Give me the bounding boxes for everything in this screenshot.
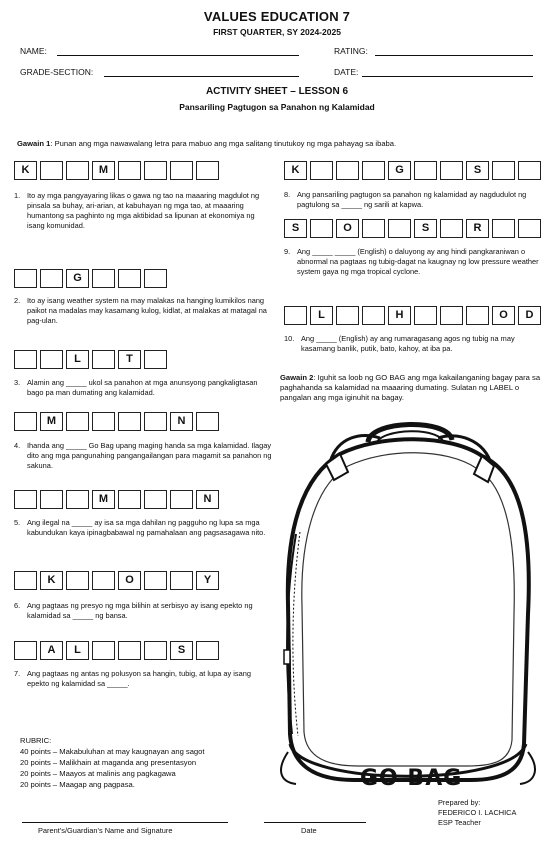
letter-box-filled: L <box>66 641 89 660</box>
lesson-subtitle: Pansariling Pagtugon sa Panahon ng Kalamidad <box>179 102 375 112</box>
letter-box-filled: L <box>310 306 333 325</box>
letter-box-empty[interactable] <box>170 571 193 590</box>
letter-box-empty[interactable] <box>440 306 463 325</box>
rubric-title: RUBRIC: <box>20 736 52 745</box>
letter-box-empty[interactable] <box>144 571 167 590</box>
letter-box-filled: R <box>466 219 489 238</box>
letter-box-empty[interactable] <box>118 412 141 431</box>
gawain1-text: : Punan ang mga nawawalang letra para mabuo ang mga salitang tinutukoy ng mga pahayag sa ibaba. <box>50 139 397 148</box>
letter-box-empty[interactable] <box>14 269 37 288</box>
letter-box-empty[interactable] <box>414 306 437 325</box>
question-number: 2. <box>14 296 21 305</box>
teacher-name: FEDERICO I. LACHICA <box>438 808 517 817</box>
name-line[interactable] <box>57 55 299 56</box>
question-text: Ang ilegal na _____ ay isa sa mga dahilan ng pagguho ng lupa sa mga kabundukan kaya ipinagbabawal ng pamahalaan ang pagsasagawa nito. <box>27 518 266 537</box>
letter-box-empty[interactable] <box>14 350 37 369</box>
backpack-illustration <box>270 414 545 804</box>
letter-box-empty[interactable] <box>92 641 115 660</box>
rating-label: RATING: <box>334 46 368 56</box>
letter-box-row <box>284 161 541 180</box>
question-number: 3. <box>14 378 21 387</box>
letter-box-row <box>14 161 219 180</box>
rubric-line: 20 points – Maayos at malinis ang pagkagawa <box>20 769 176 778</box>
question-item <box>14 296 272 326</box>
signature-date-line[interactable] <box>264 822 366 823</box>
letter-box-empty[interactable] <box>144 412 167 431</box>
letter-box-empty[interactable] <box>336 306 359 325</box>
teacher-role: ESP Teacher <box>438 818 481 827</box>
letter-box-row <box>284 306 541 325</box>
letter-box-empty[interactable] <box>310 219 333 238</box>
question-number: 8. <box>284 190 291 199</box>
letter-box-filled: S <box>284 219 307 238</box>
letter-box-empty[interactable] <box>144 490 167 509</box>
letter-box-empty[interactable] <box>14 412 37 431</box>
gawain1-instruction <box>17 139 542 149</box>
question-text: Ang pansariling pagtugon sa panahon ng kalamidad ay nagdudulot ng pagtulong sa _____ ng sarili at kapwa. <box>297 190 527 209</box>
letter-box-filled: M <box>92 161 115 180</box>
letter-box-empty[interactable] <box>144 161 167 180</box>
question-number: 1. <box>14 191 21 200</box>
question-text: Ang pagtaas ng antas ng polusyon sa hangin, tubig, at lupa ay isang epekto ng kalamidad sa _____. <box>27 669 251 688</box>
guardian-signature-line[interactable] <box>22 822 228 823</box>
question-item <box>14 518 272 538</box>
letter-box-empty[interactable] <box>440 161 463 180</box>
letter-box-filled: N <box>170 412 193 431</box>
question-text: Ang _____ (English) ay ang rumaragasang agos ng tubig na may kasamang banlik, putik, bato, kahoy, at iba pa. <box>301 334 515 353</box>
letter-box-filled: G <box>66 269 89 288</box>
letter-box-filled: Y <box>196 571 219 590</box>
letter-box-empty[interactable] <box>118 641 141 660</box>
letter-box-empty[interactable] <box>66 571 89 590</box>
question-number: 9. <box>284 247 291 256</box>
quarter-label: FIRST QUARTER, SY 2024-2025 <box>213 27 341 37</box>
question-item <box>14 378 272 398</box>
guardian-label: Parent’s/Guardian’s Name and Signature <box>38 826 173 835</box>
question-item <box>14 191 264 231</box>
question-item <box>284 247 542 277</box>
letter-box-empty[interactable] <box>284 306 307 325</box>
letter-box-empty[interactable] <box>170 161 193 180</box>
signature-date-label: Date <box>301 826 317 835</box>
question-number: 5. <box>14 518 21 527</box>
letter-box-filled: T <box>118 350 141 369</box>
letter-box-empty[interactable] <box>14 490 37 509</box>
question-item <box>14 441 272 471</box>
grade-section-label: GRADE-SECTION: <box>20 67 94 77</box>
question-number: 4. <box>14 441 21 450</box>
letter-box-empty[interactable] <box>66 412 89 431</box>
letter-box-empty[interactable] <box>518 161 541 180</box>
rubric-line: 40 points – Makabuluhan at may kaugnayan ang sagot <box>20 747 205 756</box>
letter-box-empty[interactable] <box>92 412 115 431</box>
rubric <box>20 735 205 790</box>
gawain2-label: Gawain 2 <box>280 373 314 382</box>
question-text: Alamin ang _____ ukol sa panahon at mga anunsyong pangkaligtasan bago pa man dumating ang kalamidad. <box>27 378 258 397</box>
letter-box-empty[interactable] <box>118 161 141 180</box>
letter-box-empty[interactable] <box>14 571 37 590</box>
question-number: 7. <box>14 669 21 678</box>
letter-box-empty[interactable] <box>388 219 411 238</box>
letter-box-row <box>14 571 219 590</box>
letter-box-empty[interactable] <box>492 219 515 238</box>
letter-box-row <box>284 219 541 238</box>
question-text: Ito ay mga pangyayaring likas o gawa ng tao na maaaring magdulot ng pinsala sa buhay, ari-arian, at kabuhayan ng mga tao, at maaaring humantong sa paghinto ng mga aktibidad sa lipunan at ekonomiya ng isang komunidad. <box>27 191 260 230</box>
letter-box-filled: O <box>118 571 141 590</box>
letter-box-empty[interactable] <box>466 306 489 325</box>
letter-box-empty[interactable] <box>118 490 141 509</box>
letter-box-empty[interactable] <box>362 161 385 180</box>
letter-box-filled: A <box>40 641 63 660</box>
letter-box-empty[interactable] <box>92 350 115 369</box>
letter-box-empty[interactable] <box>14 641 37 660</box>
name-label: NAME: <box>20 46 47 56</box>
letter-box-empty[interactable] <box>362 306 385 325</box>
letter-box-empty[interactable] <box>492 161 515 180</box>
question-text: Ito ay isang weather system na may malakas na hanging kumikilos nang paikot na madalas may kasamang kulog, kidlat, at malakas at matagal na pag-ulan. <box>27 296 267 325</box>
letter-box-row <box>14 350 167 369</box>
letter-box-filled: M <box>92 490 115 509</box>
letter-box-empty[interactable] <box>362 219 385 238</box>
letter-box-filled: O <box>336 219 359 238</box>
letter-box-empty[interactable] <box>144 641 167 660</box>
letter-box-empty[interactable] <box>336 161 359 180</box>
date-line[interactable] <box>362 76 533 77</box>
letter-box-empty[interactable] <box>414 161 437 180</box>
gawain2-text: : Iguhit sa loob ng GO BAG ang mga kakailanganing bagay para sa paghahanda sa kalamidad na maaaring dumating. Sulatan ng LABEL o pangalan ang mga iginuhit na bagay. <box>280 373 541 402</box>
date-label: DATE: <box>334 67 359 77</box>
letter-box-filled: K <box>40 571 63 590</box>
letter-box-empty[interactable] <box>196 161 219 180</box>
letter-box-empty[interactable] <box>196 641 219 660</box>
gawain1-label: Gawain 1 <box>17 139 51 148</box>
letter-box-row <box>14 269 167 288</box>
grade-section-line[interactable] <box>104 76 299 77</box>
letter-box-empty[interactable] <box>40 161 63 180</box>
question-text: Ang _____ _____ (English) o daluyong ay ang hindi pangkaraniwan o abnormal na pagtaas ng tubig-dagat na kaugnay ng low pressure weather system gaya ng mga tropical cyclone. <box>297 247 539 276</box>
letter-box-filled: G <box>388 161 411 180</box>
rubric-line: 20 points – Maagap ang pagpasa. <box>20 780 135 789</box>
letter-box-empty[interactable] <box>40 350 63 369</box>
rating-line[interactable] <box>375 55 533 56</box>
letter-box-empty[interactable] <box>440 219 463 238</box>
letter-box-empty[interactable] <box>92 571 115 590</box>
letter-box-filled: N <box>196 490 219 509</box>
letter-box-empty[interactable] <box>118 269 141 288</box>
letter-box-filled: H <box>388 306 411 325</box>
letter-box-row <box>14 412 219 431</box>
question-item <box>14 669 272 689</box>
letter-box-filled: S <box>170 641 193 660</box>
letter-box-filled: L <box>66 350 89 369</box>
letter-box-empty[interactable] <box>518 219 541 238</box>
question-item <box>14 601 272 621</box>
rubric-line: 20 points – Malikhain at maganda ang presentasyon <box>20 758 197 767</box>
question-item <box>284 334 542 354</box>
letter-box-row <box>14 641 219 660</box>
prepared-by-block <box>438 798 516 828</box>
question-number: 6. <box>14 601 21 610</box>
letter-box-filled: D <box>518 306 541 325</box>
letter-box-empty[interactable] <box>40 269 63 288</box>
go-bag-label: GO BAG <box>360 766 463 791</box>
gawain2-instruction <box>280 373 545 403</box>
letter-box-empty[interactable] <box>144 350 167 369</box>
letter-box-filled: K <box>284 161 307 180</box>
question-item <box>284 190 542 210</box>
letter-box-row <box>14 490 219 509</box>
letter-box-empty[interactable] <box>170 490 193 509</box>
letter-box-empty[interactable] <box>66 161 89 180</box>
prepared-by-label: Prepared by: <box>438 798 481 807</box>
document-title: VALUES EDUCATION 7 <box>203 9 351 24</box>
letter-box-filled: S <box>466 161 489 180</box>
letter-box-empty[interactable] <box>92 269 115 288</box>
question-text: Ang pagtaas ng presyo ng mga bilihin at serbisyo ay isang epekto ng kalamidad sa _____ ng bansa. <box>27 601 253 620</box>
letter-box-empty[interactable] <box>40 490 63 509</box>
question-text: Ihanda ang _____ Go Bag upang maging handa sa mga kalamidad. Ilagay dito ang mga pangunahing pangangailangan para magamit sa panahon ng sakuna. <box>27 441 272 470</box>
letter-box-filled: K <box>14 161 37 180</box>
letter-box-filled: O <box>492 306 515 325</box>
question-number: 10. <box>284 334 295 343</box>
letter-box-empty[interactable] <box>310 161 333 180</box>
letter-box-filled: M <box>40 412 63 431</box>
letter-box-filled: S <box>414 219 437 238</box>
letter-box-empty[interactable] <box>144 269 167 288</box>
activity-title: ACTIVITY SHEET – LESSON 6 <box>205 86 349 97</box>
letter-box-empty[interactable] <box>196 412 219 431</box>
letter-box-empty[interactable] <box>66 490 89 509</box>
